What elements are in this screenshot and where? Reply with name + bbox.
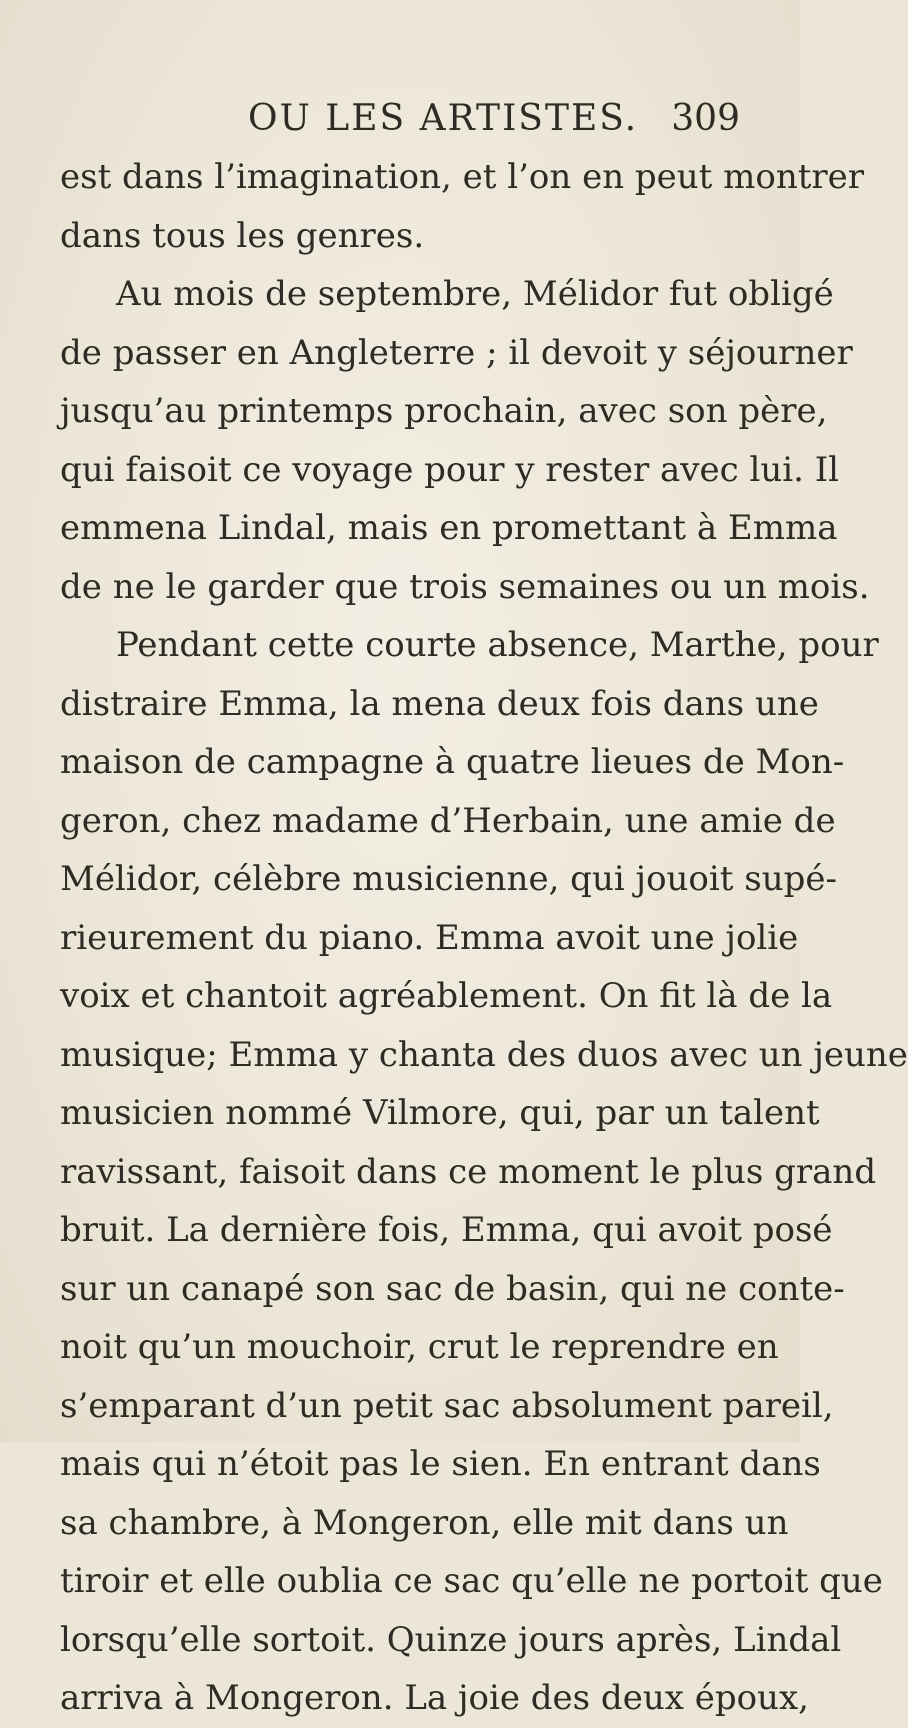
text-line: Au mois de septembre, Mélidor fut obligé xyxy=(116,274,834,314)
text-line: tiroir et elle oublia ce sac qu’elle ne portoit que xyxy=(60,1561,883,1601)
text-line: est dans l’imagination, et l’on en peut montrer xyxy=(60,157,865,197)
text-line: noit qu’un mouchoir, crut le reprendre en xyxy=(60,1327,779,1367)
text-line: de ne le garder que trois semaines ou un mois. xyxy=(60,566,870,607)
text-line: rieurement du piano. Emma avoit une jolie xyxy=(60,917,799,958)
text-line: distraire Emma, la mena deux fois dans une xyxy=(60,683,819,724)
text-line: Mélidor, célèbre musicienne, qui jouoit supé- xyxy=(60,859,837,899)
text-line: voix et chantoit agréablement. On fit là de la xyxy=(60,976,833,1016)
text-line: musicien nommé Vilmore, qui, par un talent xyxy=(60,1093,820,1133)
text-line: mais qui n’étoit pas le sien. En entrant dans xyxy=(60,1444,821,1484)
text-line: arriva à Mongeron. La joie des deux époux, xyxy=(60,1678,809,1718)
body-text xyxy=(60,148,908,1728)
text-line: bruit. La dernière fois, Emma, qui avoit posé xyxy=(60,1210,833,1250)
text-line: sur un canapé son sac de basin, qui ne conte- xyxy=(60,1268,845,1309)
text-line: geron, chez madame d’Herbain, une amie de xyxy=(60,800,836,841)
text-line: ravissant, faisoit dans ce moment le plus grand xyxy=(60,1151,877,1192)
text-line: de passer en Angleterre ; il devoit y séjourner xyxy=(60,332,853,373)
text-line: Pendant cette courte absence, Marthe, pour xyxy=(116,625,879,665)
text-line: dans tous les genres. xyxy=(60,215,425,256)
text-line: musique; Emma y chanta des duos avec un jeune xyxy=(60,1034,908,1075)
text-line: emmena Lindal, mais en promettant à Emma xyxy=(60,508,838,548)
text-line: sa chambre, à Mongeron, elle mit dans un xyxy=(60,1502,789,1543)
text-line: maison de campagne à quatre lieues de Mon- xyxy=(60,742,845,782)
running-head: OU LES ARTISTES. xyxy=(248,98,639,139)
text-line: lorsqu’elle sortoit. Quinze jours après, Lindal xyxy=(60,1619,842,1660)
text-line: s’emparant d’un petit sac absolument pareil, xyxy=(60,1385,834,1426)
text-line: jusqu’au printemps prochain, avec son père, xyxy=(60,391,828,431)
text-line: qui faisoit ce voyage pour y rester avec lui. Il xyxy=(60,449,840,490)
page-number: 309 xyxy=(671,98,740,139)
